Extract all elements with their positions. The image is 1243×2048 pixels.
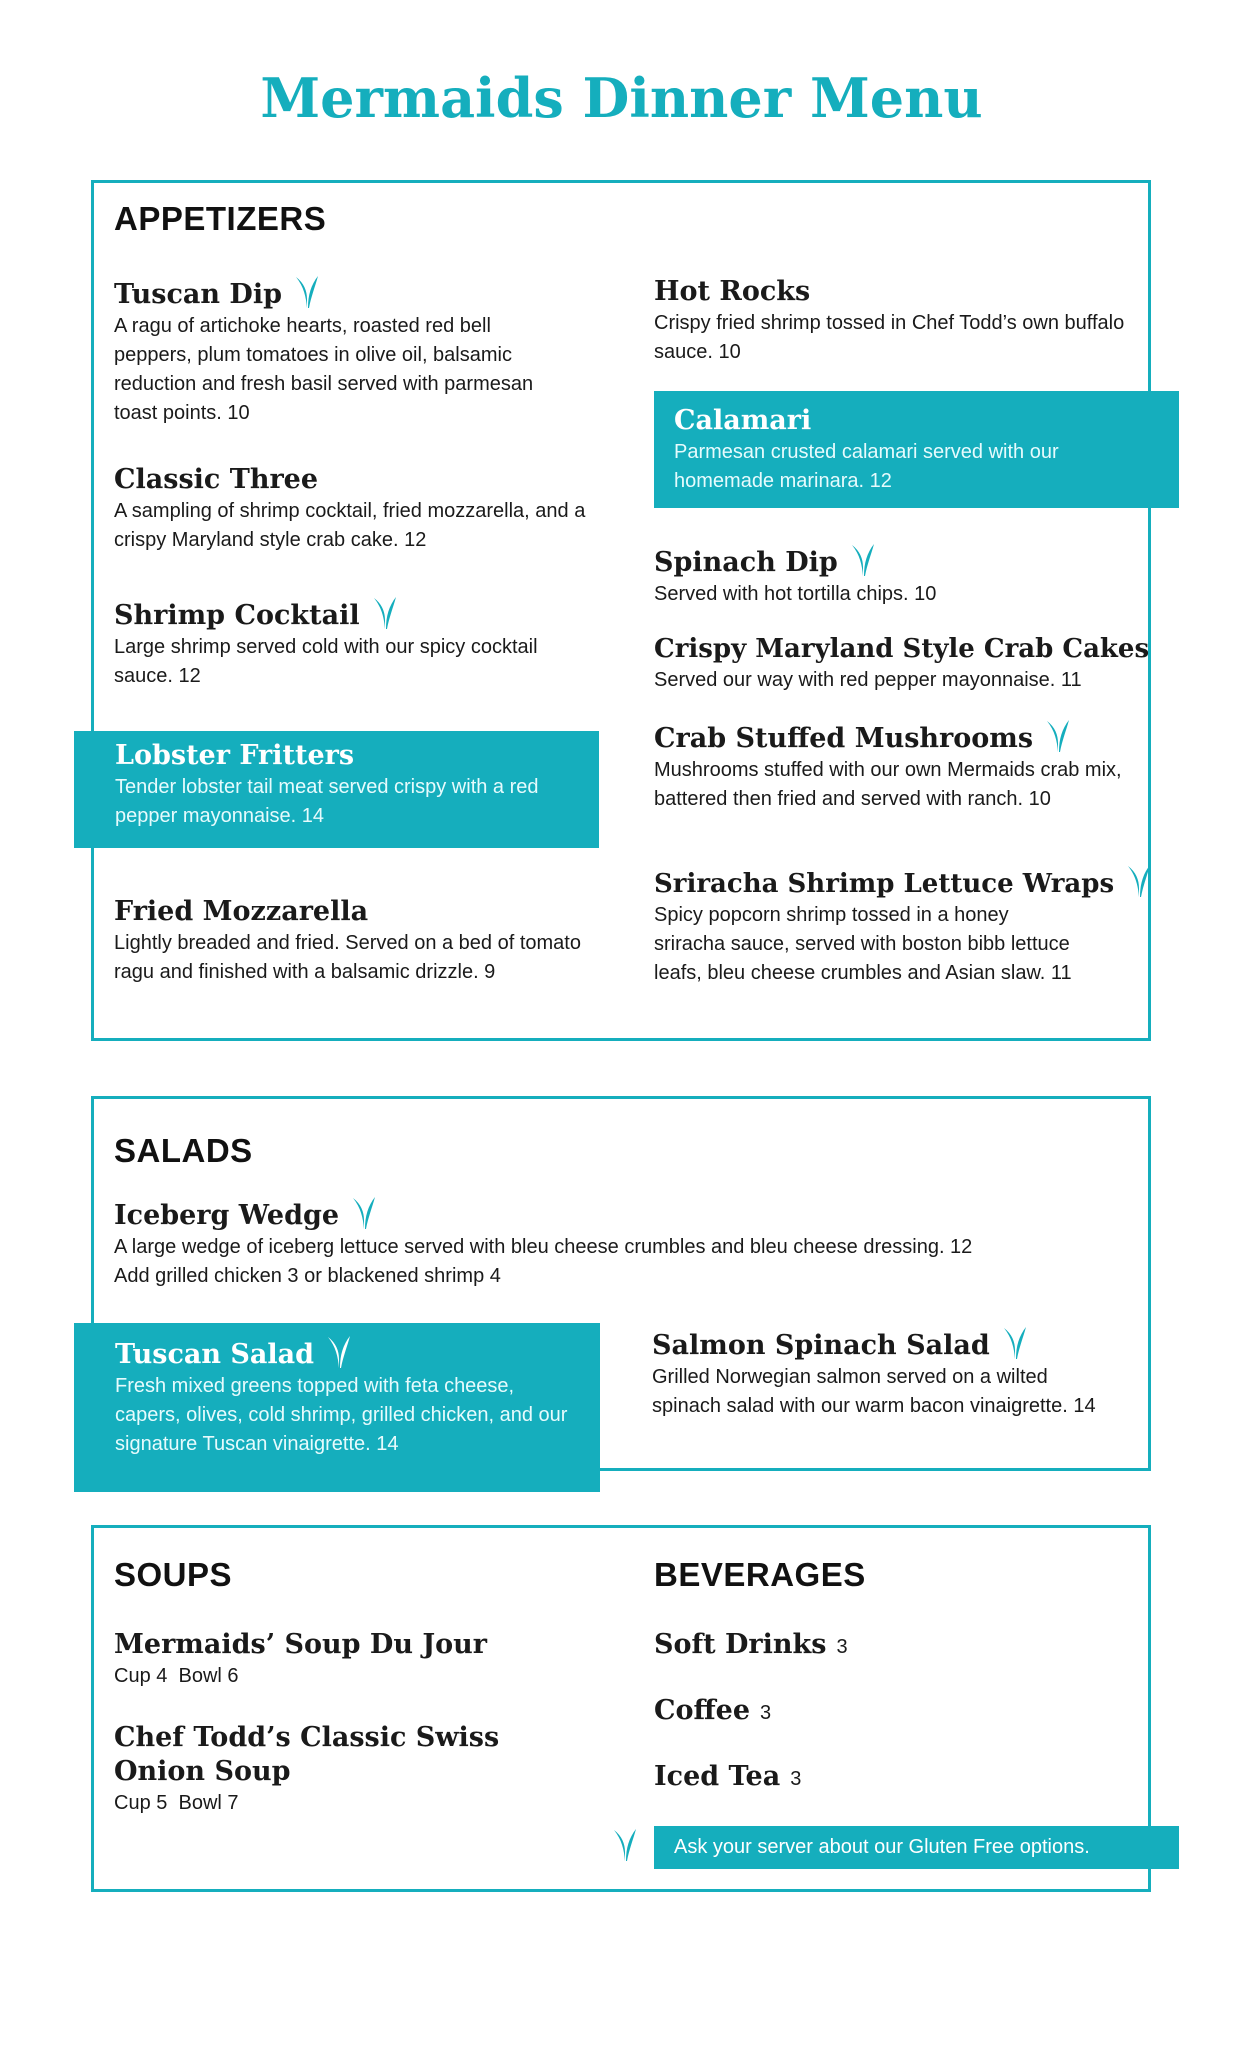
leaf-icon <box>351 1196 377 1230</box>
item-description: Served our way with red pepper mayonnaise. 11 <box>654 669 1082 691</box>
leaf-icon <box>612 1828 638 1862</box>
item-name: Iceberg Wedge <box>114 1200 340 1231</box>
leaf-icon <box>1045 719 1071 753</box>
item-name: Lobster Fritters <box>115 740 355 771</box>
menu-item-crab-mushrooms <box>654 719 1134 814</box>
menu-item-crab-cakes <box>654 632 1150 695</box>
menu-item-soft-drinks <box>654 1628 848 1664</box>
highlight-lobster-fritters <box>74 731 599 848</box>
leaf-icon <box>1126 864 1152 898</box>
item-description: Fresh mixed greens topped with feta cheese, capers, olives, cold shrimp, grilled chicken, and our signature Tuscan vinaigrette. 14 <box>115 1375 568 1455</box>
item-addon: Add grilled chicken 3 or blackened shrimp 4 <box>114 1265 501 1287</box>
menu-item-salmon-spinach <box>652 1326 1112 1421</box>
item-description: Grilled Norwegian salmon served on a wilted spinach salad with our warm bacon vinaigrette. 14 <box>652 1366 1096 1417</box>
menu-item-iced-tea <box>654 1760 801 1796</box>
item-name: Classic Three <box>114 464 319 495</box>
item-description: A sampling of shrimp cocktail, fried mozzarella, and a crispy Maryland style crab cake. 12 <box>114 500 586 551</box>
menu-item-onion-soup <box>114 1721 574 1818</box>
menu-title: Mermaids Dinner Menu <box>260 66 983 130</box>
item-name: Mermaids’ Soup Du Jour <box>114 1629 487 1660</box>
menu-item-hot-rocks <box>654 275 1134 367</box>
item-name: Sriracha Shrimp Lettuce Wraps <box>654 869 1115 899</box>
item-name: Tuscan Salad <box>115 1339 315 1370</box>
item-description: A large wedge of iceberg lettuce served with bleu cheese crumbles and bleu cheese dressing. 12 <box>114 1236 973 1258</box>
item-description: A ragu of artichoke hearts, roasted red bell peppers, plum tomatoes in olive oil, balsamic reduction and fresh basil served with parmesan toast points. 10 <box>114 315 534 424</box>
item-description: Spicy popcorn shrimp tossed in a honey sriracha sauce, served with boston bibb lettuce leafs, bleu cheese crumbles and Asian slaw. 11 <box>654 904 1072 984</box>
item-name: Coffee <box>654 1695 751 1726</box>
menu-item-classic-three <box>114 463 604 555</box>
item-description: Served with hot tortilla chips. 10 <box>654 583 937 605</box>
item-name: Crispy Maryland Style Crab Cakes <box>654 634 1150 664</box>
item-name: Spinach Dip <box>654 547 838 578</box>
leaf-icon <box>294 275 320 309</box>
item-name-line2: Onion Soup <box>114 1756 291 1787</box>
soups-heading: SOUPS <box>114 1556 233 1593</box>
leaf-icon <box>372 596 398 630</box>
item-description: Cup 4 Bowl 6 <box>114 1665 239 1687</box>
leaf-icon <box>1002 1326 1028 1360</box>
menu-item-shrimp-cocktail <box>114 596 554 691</box>
gluten-free-note: Ask your server about our Gluten Free options. <box>654 1826 1179 1869</box>
menu-item-fried-mozzarella <box>114 895 584 987</box>
item-name: Soft Drinks <box>654 1629 827 1660</box>
item-description: Large shrimp served cold with our spicy cocktail sauce. 12 <box>114 636 538 687</box>
appetizers-heading: APPETIZERS <box>114 200 327 237</box>
menu-item-soup-du-jour <box>114 1628 574 1691</box>
item-price: 3 <box>836 1636 848 1658</box>
item-name: Crab Stuffed Mushrooms <box>654 723 1034 754</box>
salads-heading: SALADS <box>114 1132 253 1169</box>
item-price: 3 <box>790 1768 802 1790</box>
item-name: Tuscan Dip <box>114 279 282 310</box>
menu-item-coffee <box>654 1694 771 1730</box>
item-name: Salmon Spinach Salad <box>652 1330 990 1361</box>
menu-item-spinach-dip <box>654 543 1134 609</box>
item-name: Fried Mozzarella <box>114 896 369 927</box>
item-description: Crispy fried shrimp tossed in Chef Todd’s own buffalo sauce. 10 <box>654 312 1125 363</box>
item-name: Calamari <box>674 405 812 436</box>
item-description: Tender lobster tail meat served crispy with a red pepper mayonnaise. 14 <box>115 776 539 827</box>
item-name: Hot Rocks <box>654 276 811 307</box>
leaf-icon <box>326 1335 352 1369</box>
highlight-calamari <box>654 391 1179 508</box>
beverages-heading: BEVERAGES <box>654 1556 866 1593</box>
item-description: Parmesan crusted calamari served with our homemade marinara. 12 <box>674 441 1059 492</box>
menu-item-iceberg-wedge <box>114 1196 1134 1291</box>
item-name-line1: Chef Todd’s Classic Swiss <box>114 1722 500 1753</box>
highlight-tuscan-salad <box>74 1323 600 1492</box>
item-description: Cup 5 Bowl 7 <box>114 1792 239 1814</box>
item-name: Shrimp Cocktail <box>114 600 360 631</box>
leaf-icon <box>850 543 876 577</box>
item-description: Lightly breaded and fried. Served on a bed of tomato ragu and finished with a balsamic drizzle. 9 <box>114 932 581 983</box>
menu-item-tuscan-dip <box>114 275 574 428</box>
menu-item-sriracha-wraps <box>654 864 1134 988</box>
item-description: Mushrooms stuffed with our own Mermaids crab mix, battered then fried and served with ranch. 10 <box>654 759 1122 810</box>
item-price: 3 <box>760 1702 772 1724</box>
item-name: Iced Tea <box>654 1761 781 1792</box>
